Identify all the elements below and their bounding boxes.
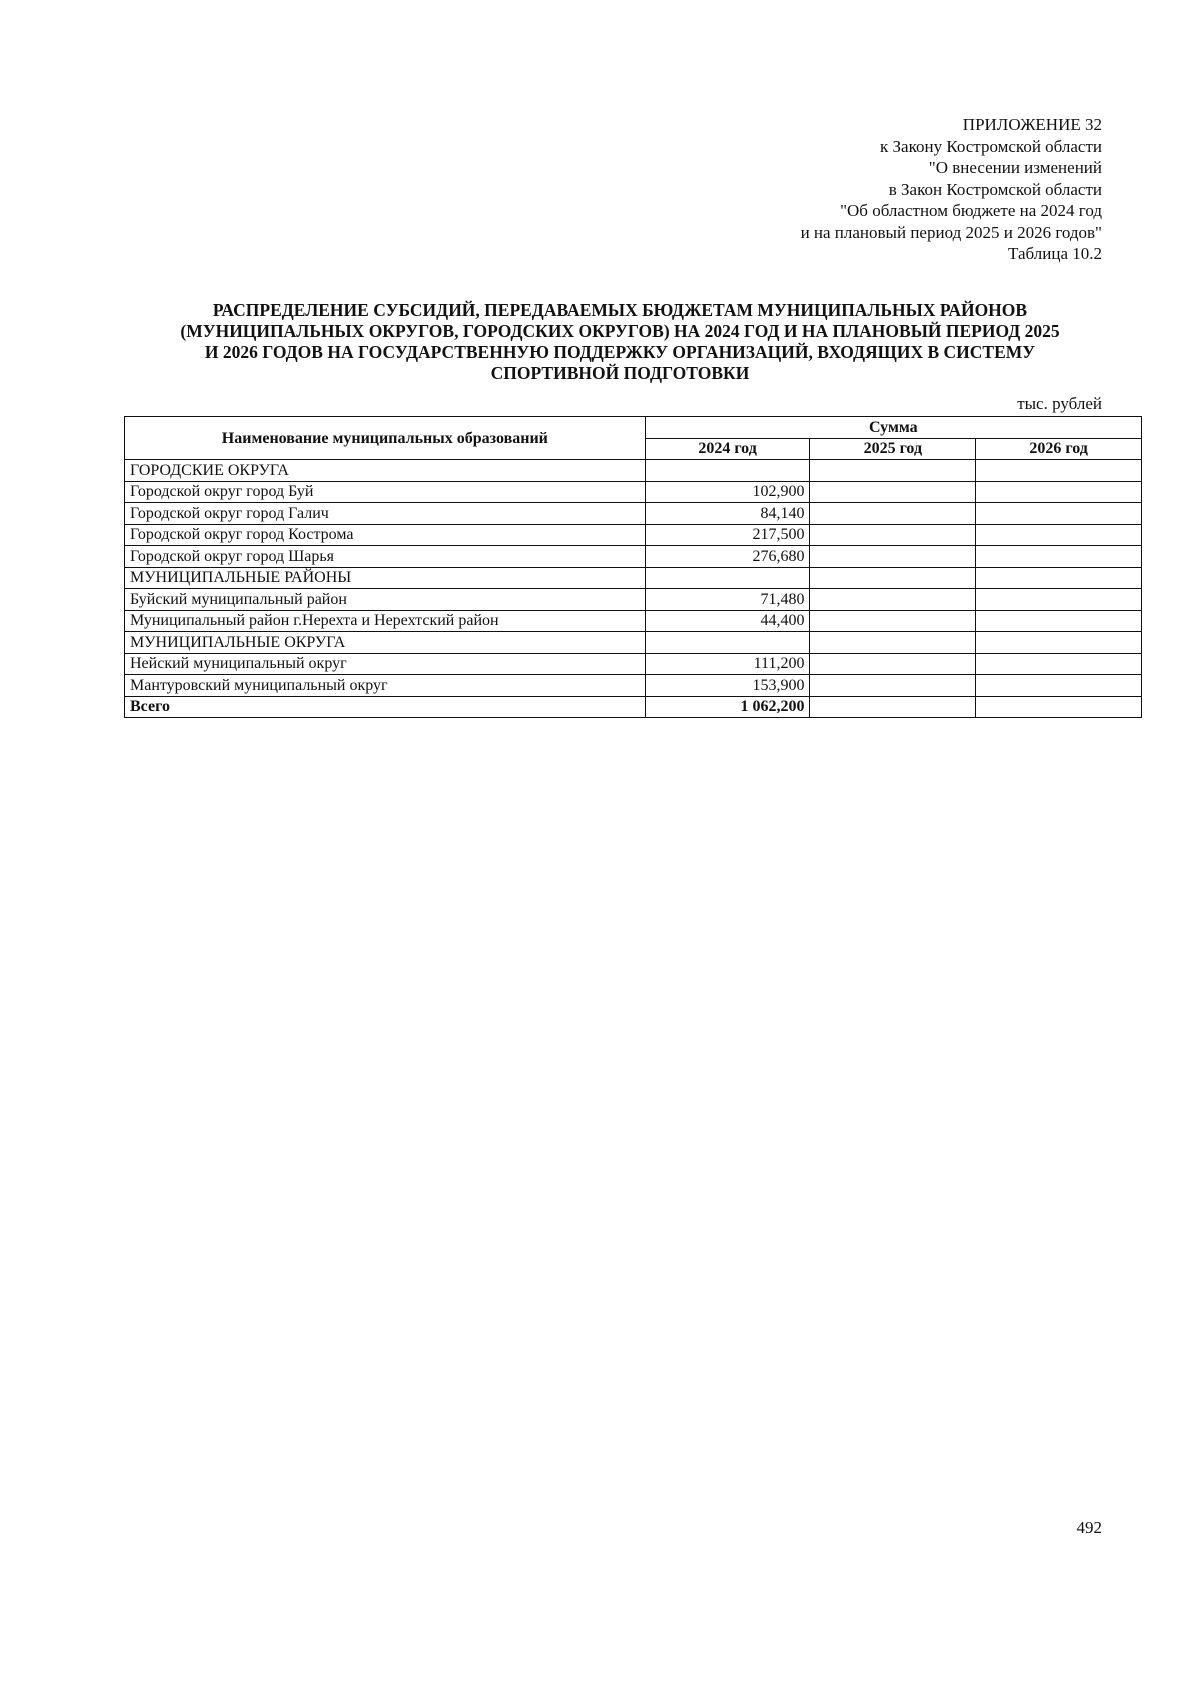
row-value-2026 [976,524,1142,546]
total-value-2026 [976,696,1142,718]
year-2025-header: 2025 год [810,438,976,460]
row-value-2024: 276,680 [645,546,810,568]
row-name: МУНИЦИПАЛЬНЫЕ ОКРУГА [125,632,646,654]
row-name: Муниципальный район г.Нерехта и Нерехтский район [125,610,646,632]
table-row [125,589,1142,611]
row-value-2025 [810,567,976,589]
row-value-2026 [976,589,1142,611]
title-line: СПОРТИВНОЙ ПОДГОТОВКИ [490,363,750,383]
sum-column-header: Сумма [645,417,1141,439]
row-value-2024 [645,460,810,482]
row-value-2024 [645,632,810,654]
row-value-2025 [810,653,976,675]
total-value-2025 [810,696,976,718]
year-2026-header: 2026 год [976,438,1142,460]
row-value-2026 [976,481,1142,503]
row-value-2025 [810,503,976,525]
row-value-2024: 84,140 [645,503,810,525]
table-row [125,524,1142,546]
row-value-2024: 217,500 [645,524,810,546]
title-line: И 2026 ГОДОВ НА ГОСУДАРСТВЕННУЮ ПОДДЕРЖКУ ОРГАНИЗАЦИЙ, ВХОДЯЩИХ В СИСТЕМУ [204,342,1036,362]
row-value-2025 [810,610,976,632]
appendix-line: "Об областном бюджете на 2024 год [840,201,1102,220]
row-name: Буйский муниципальный район [125,589,646,611]
table-row [125,503,1142,525]
units-label: тыс. рублей [1017,394,1102,413]
table-row [125,632,1142,654]
row-value-2024: 153,900 [645,675,810,697]
title-line: (МУНИЦИПАЛЬНЫХ ОКРУГОВ, ГОРОДСКИХ ОКРУГОВ) НА 2024 ГОД И НА ПЛАНОВЫЙ ПЕРИОД 2025 [180,321,1060,341]
row-value-2024: 102,900 [645,481,810,503]
row-value-2026 [976,503,1142,525]
total-label: Всего [125,696,646,718]
row-name: Городской округ город Буй [125,481,646,503]
table-row [125,481,1142,503]
appendix-line: "О внесении изменений [928,158,1102,177]
table-row [125,460,1142,482]
row-value-2025 [810,589,976,611]
row-value-2026 [976,546,1142,568]
table-row [125,567,1142,589]
row-value-2025 [810,546,976,568]
table-row [125,610,1142,632]
year-2024-header: 2024 год [645,438,810,460]
row-value-2024 [645,567,810,589]
appendix-line: в Закон Костромской области [888,179,1102,199]
document-title [110,300,1130,384]
row-value-2025 [810,460,976,482]
page-number: 492 [1076,1518,1102,1537]
row-value-2026 [976,460,1142,482]
name-column-header: Наименование муниципальных образований [125,417,646,460]
row-value-2024: 111,200 [645,653,810,675]
title-line: РАСПРЕДЕЛЕНИЕ СУБСИДИЙ, ПЕРЕДАВАЕМЫХ БЮДЖЕТАМ МУНИЦИПАЛЬНЫХ РАЙОНОВ [212,300,1028,320]
row-name: Городской округ город Шарья [125,546,646,568]
subsidy-table [124,416,1142,718]
total-value-2024: 1 062,200 [645,696,810,718]
total-row [125,696,1142,718]
table-number: Таблица 10.2 [1008,244,1102,263]
row-value-2025 [810,675,976,697]
row-value-2026 [976,610,1142,632]
row-name: МУНИЦИПАЛЬНЫЕ РАЙОНЫ [125,567,646,589]
row-value-2025 [810,481,976,503]
row-value-2026 [976,567,1142,589]
row-value-2025 [810,632,976,654]
appendix-line: к Закону Костромской области [880,136,1102,156]
row-name: Городской округ город Кострома [125,524,646,546]
appendix-line: и на плановый период 2025 и 2026 годов" [800,222,1102,242]
row-value-2024: 71,480 [645,589,810,611]
row-name: Нейский муниципальный округ [125,653,646,675]
row-value-2026 [976,675,1142,697]
row-value-2026 [976,653,1142,675]
table-row [125,546,1142,568]
appendix-header [502,114,1102,265]
table-row [125,675,1142,697]
table-row [125,653,1142,675]
row-name: ГОРОДСКИЕ ОКРУГА [125,460,646,482]
row-name: Мантуровский муниципальный округ [125,675,646,697]
row-value-2025 [810,524,976,546]
row-value-2024: 44,400 [645,610,810,632]
row-value-2026 [976,632,1142,654]
table-header-row [125,417,1142,439]
appendix-line: ПРИЛОЖЕНИЕ 32 [962,115,1102,134]
row-name: Городской округ город Галич [125,503,646,525]
